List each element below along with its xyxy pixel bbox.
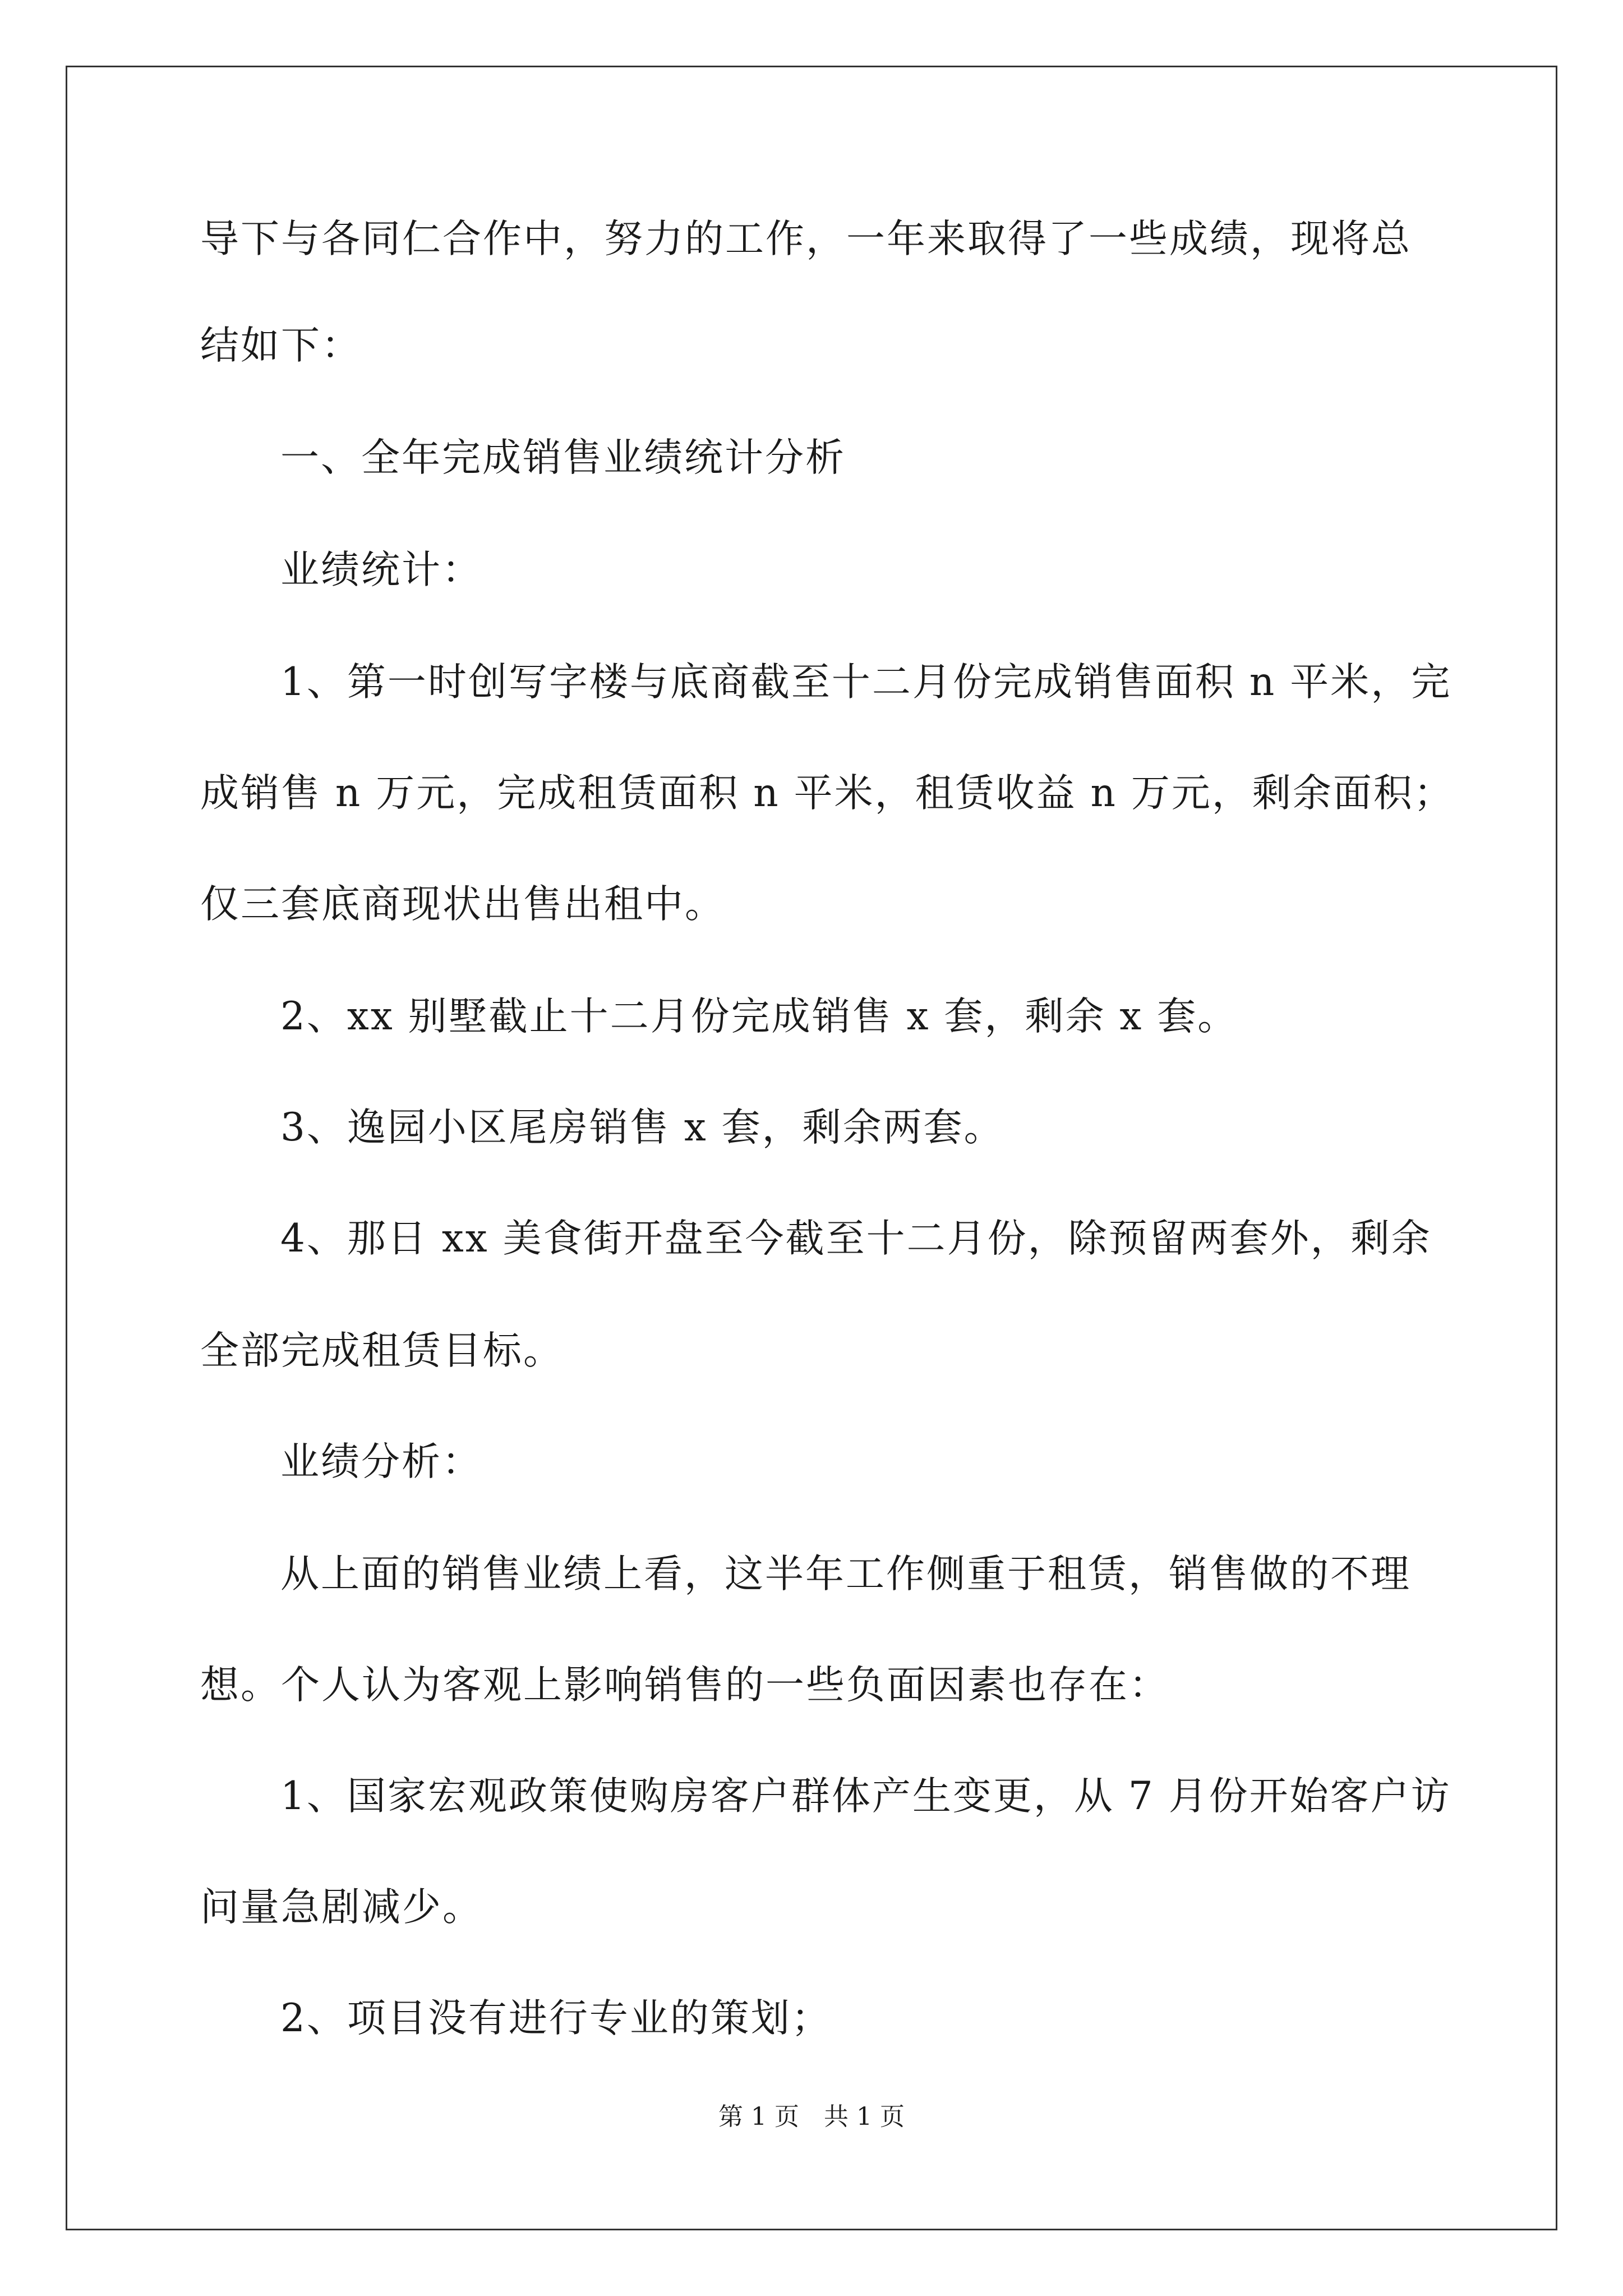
text-line: 1、国家宏观政策使购房客户群体产生变更，从 7 月份开始客户访 xyxy=(280,1774,1451,1819)
text-line: 3、逸园小区尾房销售 x 套，剩余两套。 xyxy=(280,1105,1004,1150)
text-line: 4、那日 xx 美食街开盘至今截至十二月份，除预留两套外，剩余 xyxy=(280,1216,1432,1261)
subheading: 业绩分析： xyxy=(280,1439,482,1484)
text-line: 1、第一时创写字楼与底商截至十二月份完成销售面积 n 平米，完 xyxy=(280,660,1452,705)
text-line: 结如下： xyxy=(200,323,362,368)
text-line: 2、项目没有进行专业的策划； xyxy=(280,1996,832,2041)
text-line: 从上面的销售业绩上看，这半年工作侧重于租赁，销售做的不理 xyxy=(280,1552,1411,1596)
section-heading: 一、全年完成销售业绩统计分析 xyxy=(280,435,846,480)
text-line: 全部完成租赁目标。 xyxy=(200,1328,564,1373)
text-line: 2、xx 别墅截止十二月份完成销售 x 套，剩余 x 套。 xyxy=(280,994,1238,1039)
text-line: 导下与各同仁合作中，努力的工作，一年来取得了一些成绩，现将总 xyxy=(200,217,1412,261)
subheading: 业绩统计： xyxy=(280,547,482,592)
text-line: 问量急剧减少。 xyxy=(200,1885,483,1930)
text-line: 成销售 n 万元，完成租赁面积 n 平米，租赁收益 n 万元，剩余面积； xyxy=(200,771,1454,816)
text-line: 想。个人认为客观上影响销售的一些负面因素也存在： xyxy=(200,1663,1169,1708)
page-footer: 第 1 页 共 1 页 xyxy=(718,2102,905,2131)
text-line: 仅三套底商现状出售出租中。 xyxy=(200,882,725,927)
